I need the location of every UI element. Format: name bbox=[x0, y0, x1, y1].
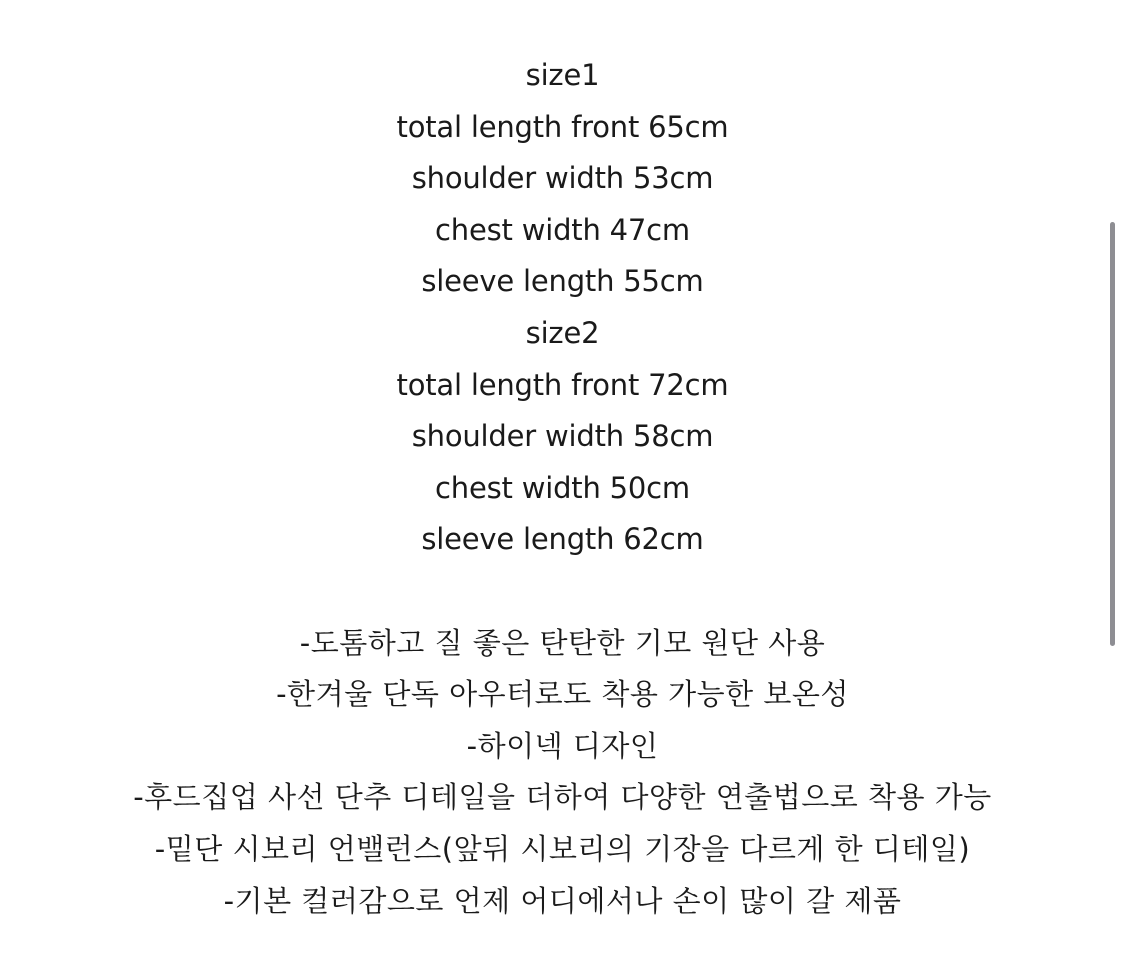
product-description bbox=[0, 50, 1125, 927]
vertical-scrollbar[interactable] bbox=[1109, 222, 1117, 646]
size-2-block bbox=[0, 308, 1125, 566]
feature-item: -도톰하고 질 좋은 탄탄한 기모 원단 사용 bbox=[299, 625, 826, 660]
feature-item: -후드집업 사선 단추 디테일을 더하여 다양한 연출법으로 착용 가능 bbox=[133, 780, 992, 815]
feature-list bbox=[0, 618, 1125, 928]
size-2-chest-width: chest width 50cm bbox=[435, 470, 690, 505]
scrollbar-thumb[interactable] bbox=[1110, 222, 1115, 646]
feature-item: -한겨울 단독 아우터로도 착용 가능한 보온성 bbox=[276, 677, 849, 712]
feature-item: -밑단 시보리 언밸런스(앞뒤 시보리의 기장을 다르게 한 디테일) bbox=[154, 831, 971, 866]
size-2-total-length-front: total length front 72cm bbox=[396, 367, 729, 402]
size-2-shoulder-width: shoulder width 58cm bbox=[411, 419, 714, 454]
section-spacer bbox=[0, 566, 1125, 618]
size-1-total-length-front: total length front 65cm bbox=[396, 109, 729, 144]
size-1-title: size1 bbox=[525, 58, 600, 92]
size-2-sleeve-length: sleeve length 62cm bbox=[421, 522, 704, 557]
feature-item: -하이넥 디자인 bbox=[466, 728, 659, 763]
size-1-shoulder-width: shoulder width 53cm bbox=[411, 161, 714, 196]
size-1-block bbox=[0, 50, 1125, 308]
size-2-title: size2 bbox=[525, 315, 600, 350]
feature-item: -기본 컬러감으로 언제 어디에서나 손이 많이 갈 제품 bbox=[223, 883, 902, 918]
size-1-sleeve-length: sleeve length 55cm bbox=[421, 264, 704, 299]
size-1-chest-width: chest width 47cm bbox=[435, 212, 690, 247]
